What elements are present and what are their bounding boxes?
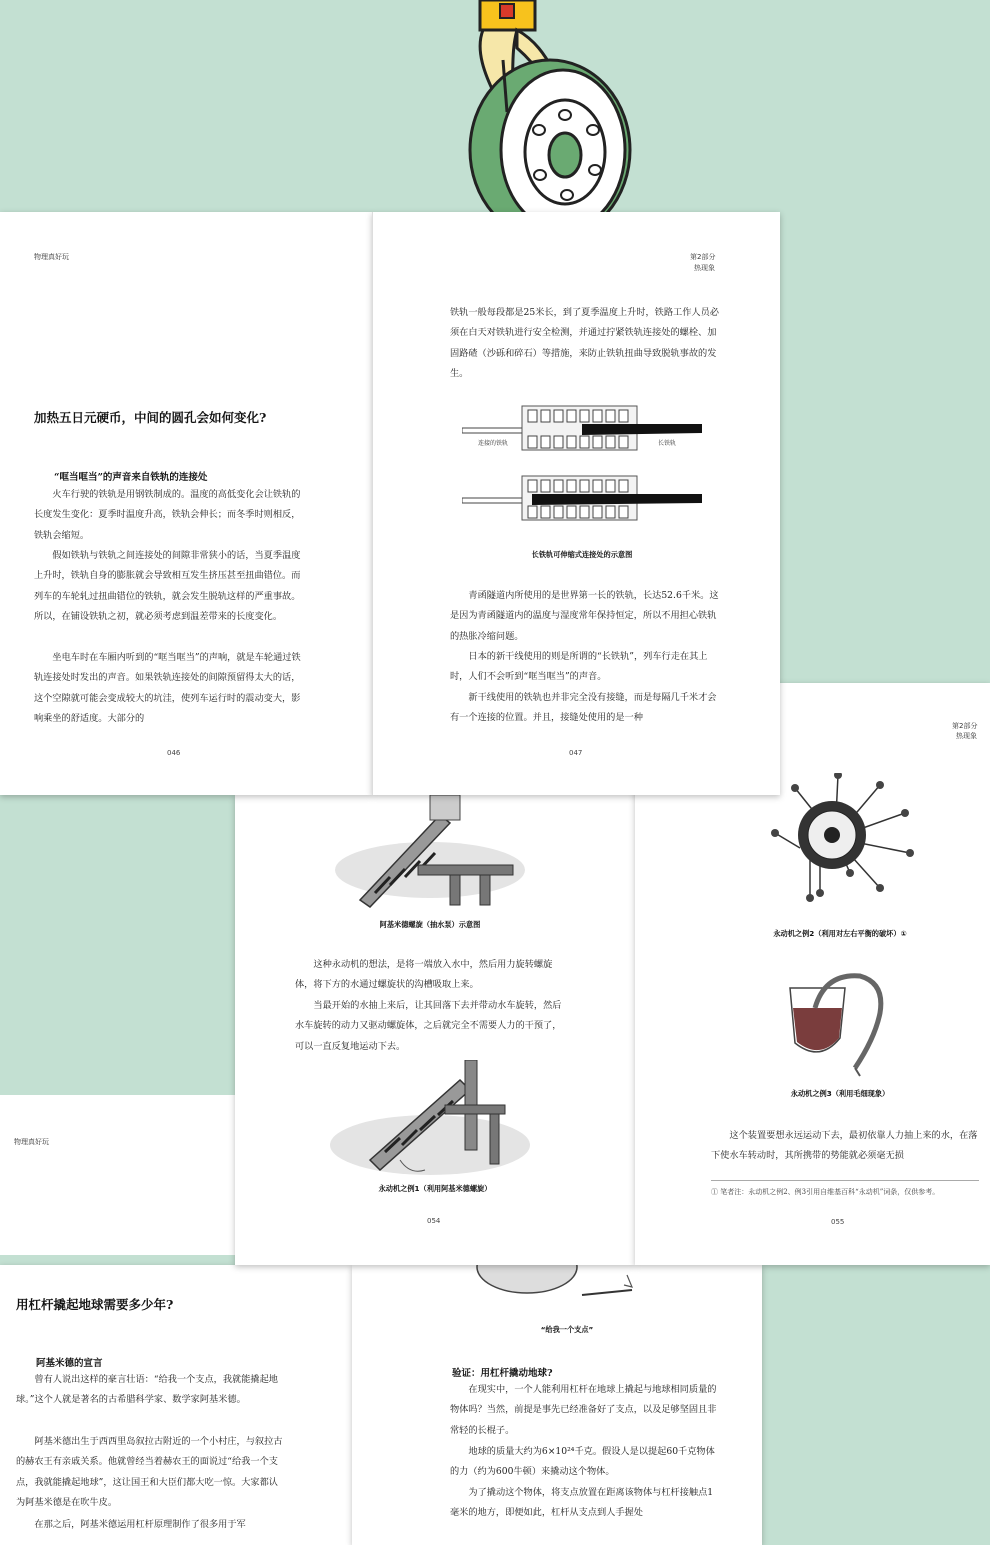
paragraph: 为了撬动这个物体，将支点放置在距离该物体与杠杆接触点1毫米的地方，即便如此，杠杆从支点到人手握处 xyxy=(450,1487,714,1519)
page-spread2-left xyxy=(0,1095,260,1255)
page-spread1-right xyxy=(372,212,780,795)
section-heading: “哐当哐当”的声音来自铁轨的连接处 xyxy=(54,472,208,483)
page-title: 加热五日元硬币，中间的圆孔会如何变化? xyxy=(34,410,267,425)
rail-expansion-joint-diagram xyxy=(462,402,712,532)
diagram-label: 连接的铁轨 xyxy=(478,440,509,447)
paragraph: 这个装置要想永远运动下去，最初依靠人力抽上来的水，在落下使水车转动时，其所携带的势能就必须毫无损 xyxy=(711,1130,978,1162)
paragraph: 阿基米德出生于西西里岛叙拉古附近的一个小村庄，与叙拉古的赫农王有亲戚关系。他就曾经当着赫农王的面说过“给我一个支点，我就能撬起地球”，这让国王和大臣们都大吃一惊。大家都认为阿基米德是在吹牛皮。 xyxy=(16,1436,283,1508)
paragraph: 曾有人说出这样的豪言壮语：“给我一个支点，我就能撬起地球。”这个人就是著名的古希腊科学家、数学家阿基米德。 xyxy=(16,1374,278,1406)
figure-caption: 永动机之例3（利用毛细现象） xyxy=(790,1089,890,1098)
running-header: 物理真好玩 xyxy=(34,253,69,261)
character-wheel-illustration xyxy=(455,0,635,245)
archimedes-screw-pump-illustration xyxy=(330,795,530,910)
paragraph: 地球的质量大约为6×10²⁴千克。假设人是以提起60千克物体的力（约为600牛顿）来撬动这个物体。 xyxy=(450,1446,715,1478)
page-spread3-right xyxy=(352,1265,762,1545)
running-header: 物理真好玩 xyxy=(14,1138,49,1146)
paragraph: 新干线使用的铁轨也并非完全没有接缝，而是每隔几千米才会有一个连接的位置。并且，接缝处使用的是一种 xyxy=(450,692,717,724)
running-header-section: 热现象 xyxy=(956,732,977,740)
paragraph: 假如铁轨与铁轨之间连接处的间隙非常狭小的话，当夏季温度上升时，铁轨自身的膨胀就会导致相互发生挤压甚至扭曲错位。而列车的车轮轧过扭曲错位的铁轨，就会发生脱轨这样的严重事故。所以，在铺设铁轨之初，就必须考虑到温差带来的长度变化。 xyxy=(34,550,301,622)
footnote-divider xyxy=(711,1180,979,1181)
section-heading: 验证：用杠杆撬动地球? xyxy=(452,1368,553,1379)
paragraph: 日本的新干线使用的则是所谓的“长铁轨”，列车行走在其上时，人们不会听到“哐当哐当”的声音。 xyxy=(450,651,708,683)
diagram-label: 长铁轨 xyxy=(658,440,677,447)
section-heading: 阿基米德的宣言 xyxy=(36,1358,103,1369)
paragraph: 在那之后，阿基米德运用杠杆原理制作了很多用于军 xyxy=(34,1519,246,1530)
paragraph: 这种永动机的想法，是将一端放入水中，然后用力旋转螺旋体，将下方的水通过螺旋状的沟槽吸取上来。 xyxy=(295,959,553,991)
running-header-part: 第2部分 xyxy=(952,722,978,730)
page-number: 055 xyxy=(831,1218,845,1226)
running-header-part: 第2部分 xyxy=(690,253,716,261)
page-number: 046 xyxy=(167,749,181,757)
page-number: 047 xyxy=(569,749,583,757)
figure-caption: 长铁轨可伸缩式连接处的示意图 xyxy=(531,550,633,559)
lever-illustration xyxy=(452,1265,652,1305)
figure-caption: 永动机之例1（利用阿基米德螺旋） xyxy=(378,1184,492,1193)
figure-caption: “给我一个支点” xyxy=(540,1325,594,1334)
capillary-cup-illustration xyxy=(785,968,895,1078)
perpetual-motion-screw-illustration xyxy=(330,1060,540,1180)
paragraph: 当最开始的水抽上来后，让其回落下去并带动水车旋转，然后水车旋转的动力又驱动螺旋体，之后就完全不需要人力的干预了，可以一直反复地运动下去。 xyxy=(295,1000,562,1052)
paragraph: 坐电车时在车厢内听到的“哐当哐当”的声响，就是车轮通过铁轨连接处时发出的声音。如果铁轨连接处的间隙预留得太大的话，这个空隙就可能会变成较大的坑洼，使列车运行时的震动变大，影响乘坐的舒适度。大部分的 xyxy=(34,652,301,724)
paragraph: 火车行驶的铁轨是用钢铁制成的。温度的高低变化会让铁轨的长度发生变化：夏季时温度升高，铁轨会伸长；而冬季时则相反，铁轨会缩短。 xyxy=(34,489,301,541)
paragraph: 在现实中，一个人能利用杠杆在地球上撬起与地球相同质量的物体吗？当然，前提是事先已经准备好了支点，以及足够坚固且非常轻的长棍子。 xyxy=(450,1384,717,1436)
running-header-section: 热现象 xyxy=(694,264,715,272)
joint-bottom xyxy=(462,476,702,520)
paragraph: 铁轨一般每段都是25米长，到了夏季温度上升时，铁路工作人员必须在白天对铁轨进行安全检测，并通过拧紧铁轨连接处的螺栓、加固路碴（沙砾和碎石）等措施，来防止铁轨扭曲导致脱轨事故的发生。 xyxy=(450,307,719,379)
page-number: 054 xyxy=(427,1217,441,1225)
page-spread2-center xyxy=(235,795,635,1265)
figure-caption: 永动机之例2（利用对左右平衡的破坏）① xyxy=(773,929,907,938)
page-spread1-left xyxy=(0,212,372,795)
figure-caption: 阿基米德螺旋（抽水泵）示意图 xyxy=(379,920,481,929)
footnote: ① 笔者注：永动机之例2、例3引用自维基百科“永动机”词条，仅供参考。 xyxy=(711,1188,940,1196)
gutter-line xyxy=(372,212,373,795)
paragraph: 青函隧道内所使用的是世界第一长的铁轨，长达52.6千米。这是因为青函隧道内的温度与湿度常年保持恒定，所以不用担心铁轨的热胀冷缩问题。 xyxy=(450,590,719,642)
page-spread3-left xyxy=(0,1265,352,1545)
page-title: 用杠杆撬起地球需要多少年? xyxy=(16,1297,174,1312)
unbalanced-wheel-illustration xyxy=(770,773,920,903)
